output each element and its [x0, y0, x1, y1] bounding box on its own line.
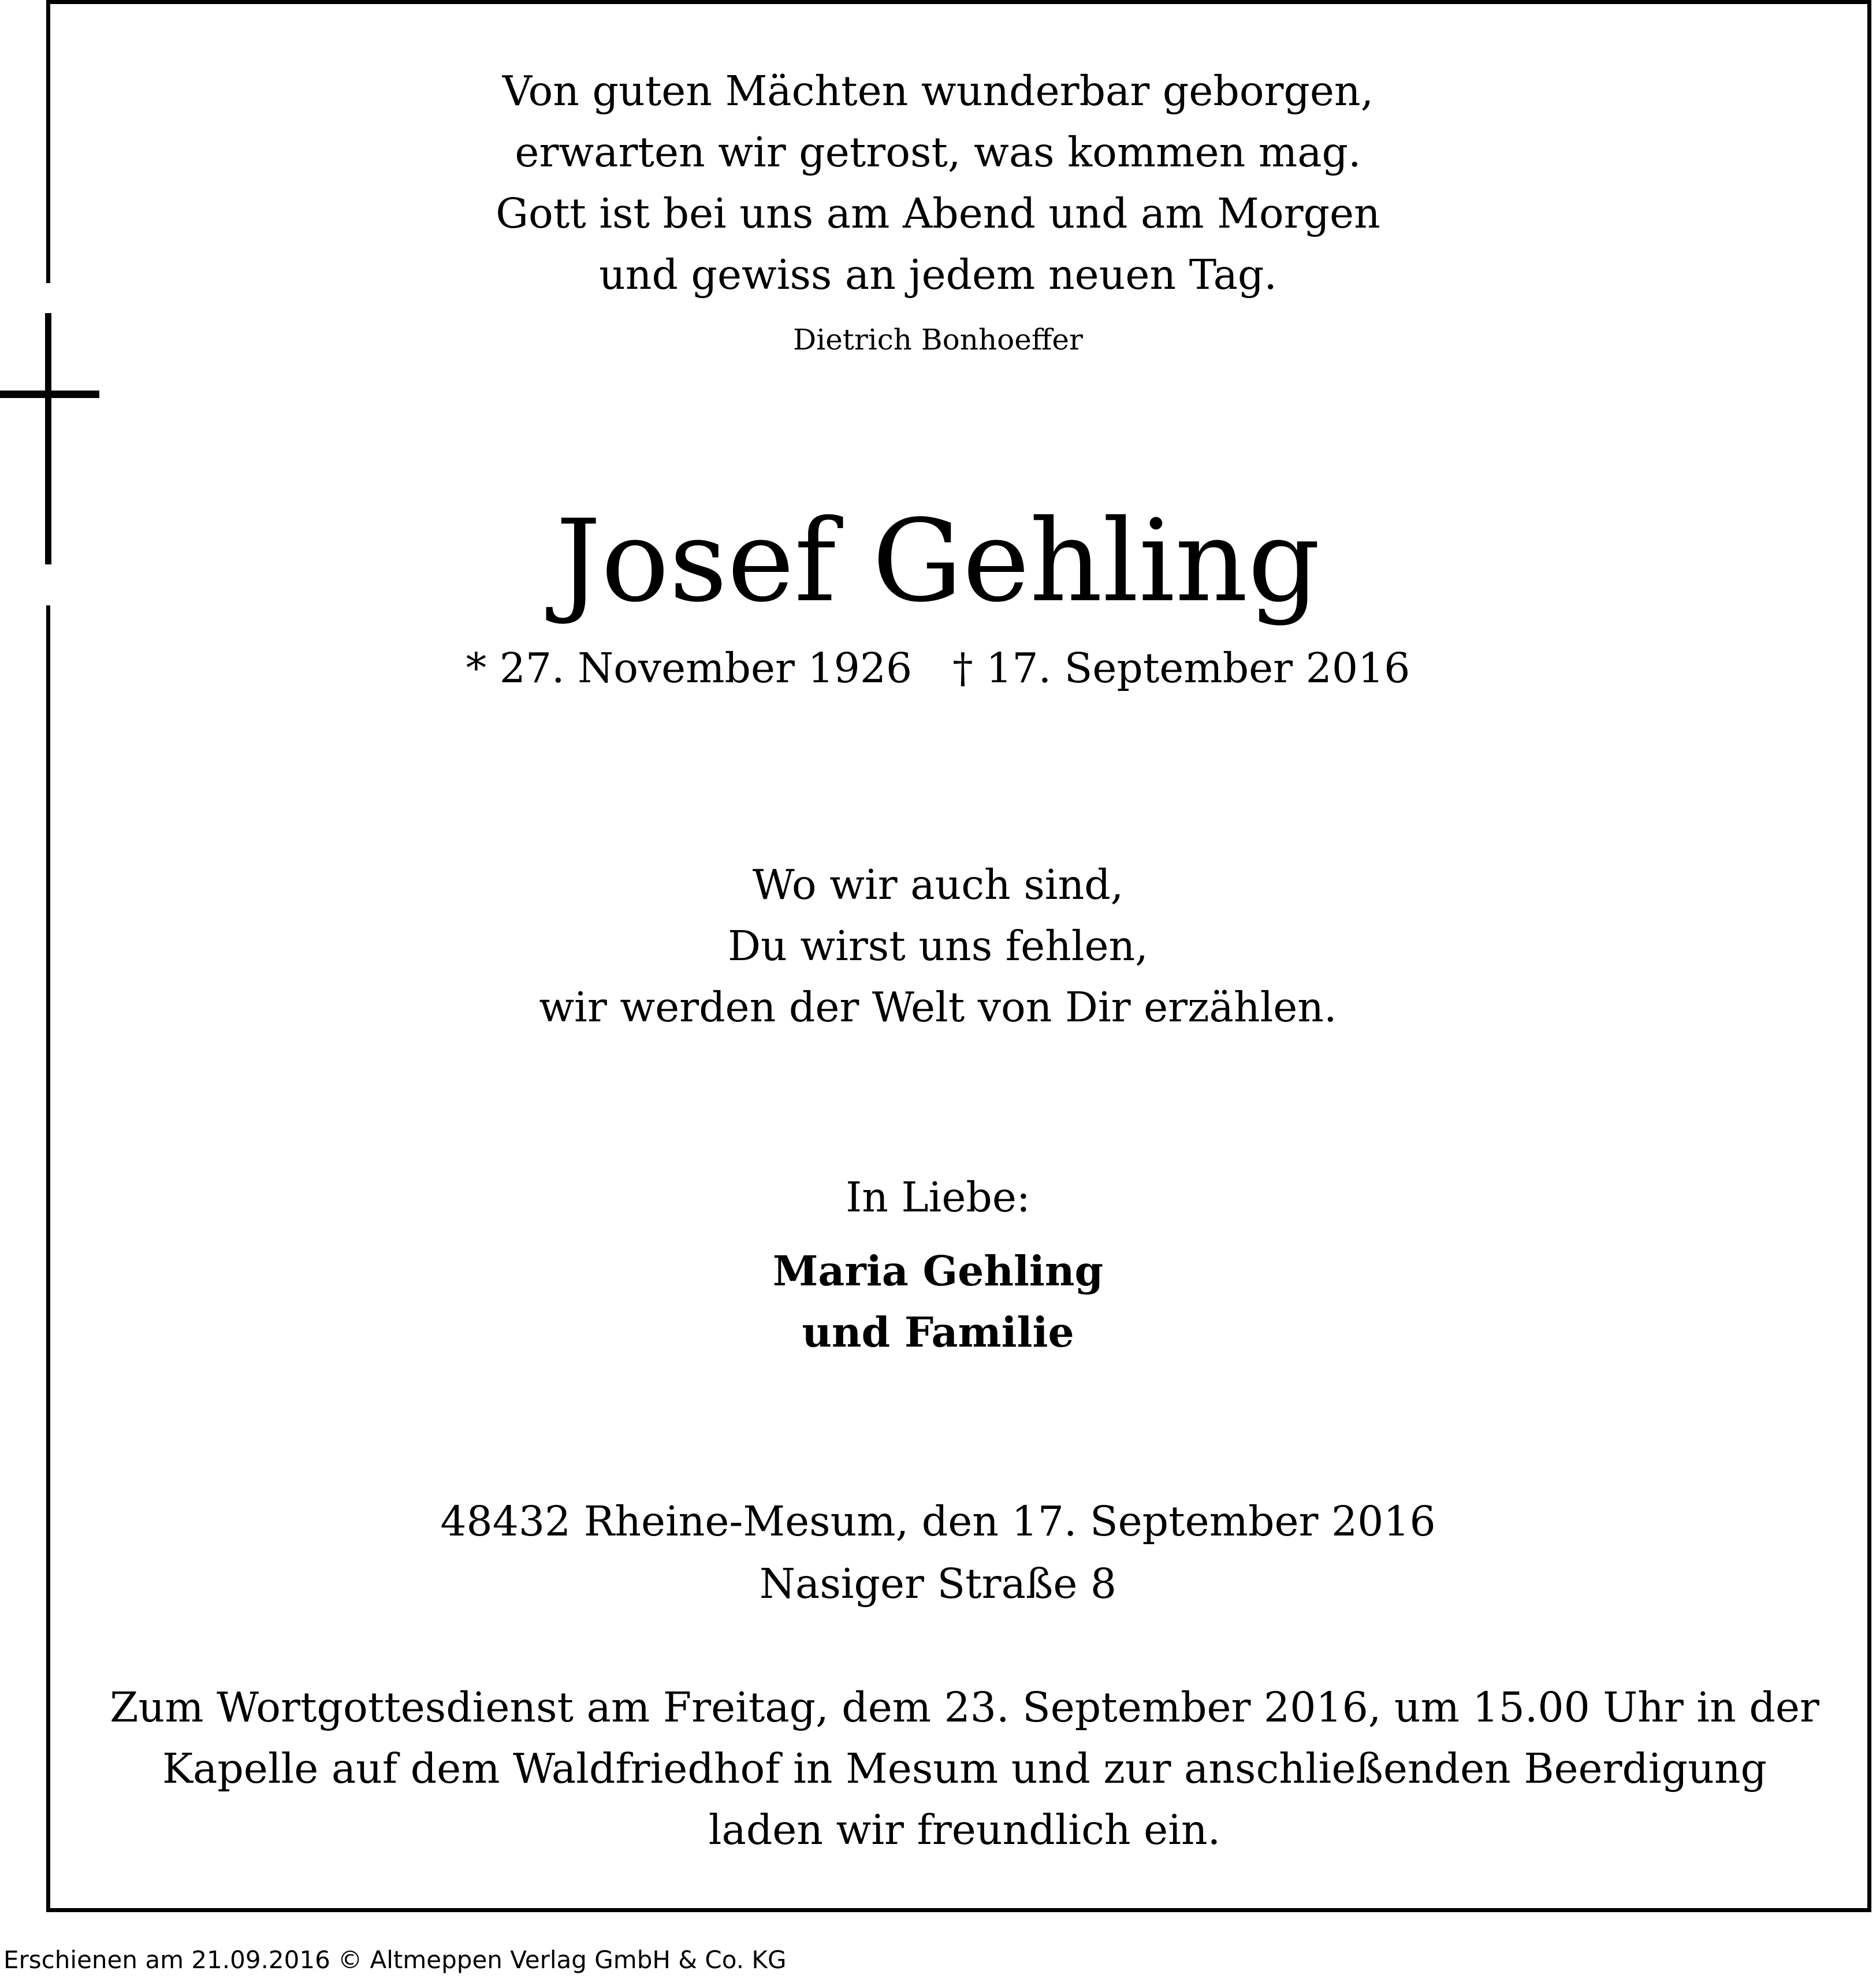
- verse-line: Du wirst uns fehlen,: [728, 922, 1148, 970]
- mourner-name: und Familie: [802, 1308, 1074, 1356]
- quote-author: Dietrich Bonhoeffer: [793, 323, 1083, 356]
- quote-line: Von guten Mächten wunderbar geborgen,: [502, 67, 1374, 115]
- birth-date: * 27. November 1926: [466, 644, 913, 692]
- quote-line: Gott ist bei uns am Abend und am Morgen: [496, 189, 1380, 237]
- life-dates: [0, 644, 1876, 692]
- mourner-name: Maria Gehling: [772, 1247, 1104, 1295]
- service-line: laden wir freundlich ein.: [708, 1806, 1221, 1854]
- service-line: Kapelle auf dem Waldfriedhof in Mesum und zur anschließenden Beerdigung: [162, 1745, 1767, 1793]
- border-bottom: [46, 1908, 1871, 1912]
- deceased-name: Josef Gehling: [556, 496, 1320, 627]
- verse-line: Wo wir auch sind,: [752, 861, 1124, 909]
- mourners-intro: In Liebe:: [846, 1173, 1030, 1221]
- death-date: † 17. September 2016: [952, 644, 1410, 692]
- cross-horizontal-bar: [0, 391, 99, 398]
- border-top: [46, 0, 1871, 4]
- verse-line: wir werden der Welt von Dir erzählen.: [539, 983, 1337, 1031]
- service-line: Zum Wortgottesdienst am Freitag, dem 23. September 2016, um 15.00 Uhr in der: [110, 1683, 1819, 1731]
- publication-footer: Erschienen am 21.09.2016 © Altmeppen Verlag GmbH & Co. KG: [3, 1946, 787, 1974]
- street-address: Nasiger Straße 8: [759, 1560, 1117, 1608]
- quote-line: erwarten wir getrost, was kommen mag.: [515, 128, 1361, 176]
- quote-line: und gewiss an jedem neuen Tag.: [599, 251, 1277, 299]
- place-date: 48432 Rheine-Mesum, den 17. September 2016: [440, 1497, 1436, 1545]
